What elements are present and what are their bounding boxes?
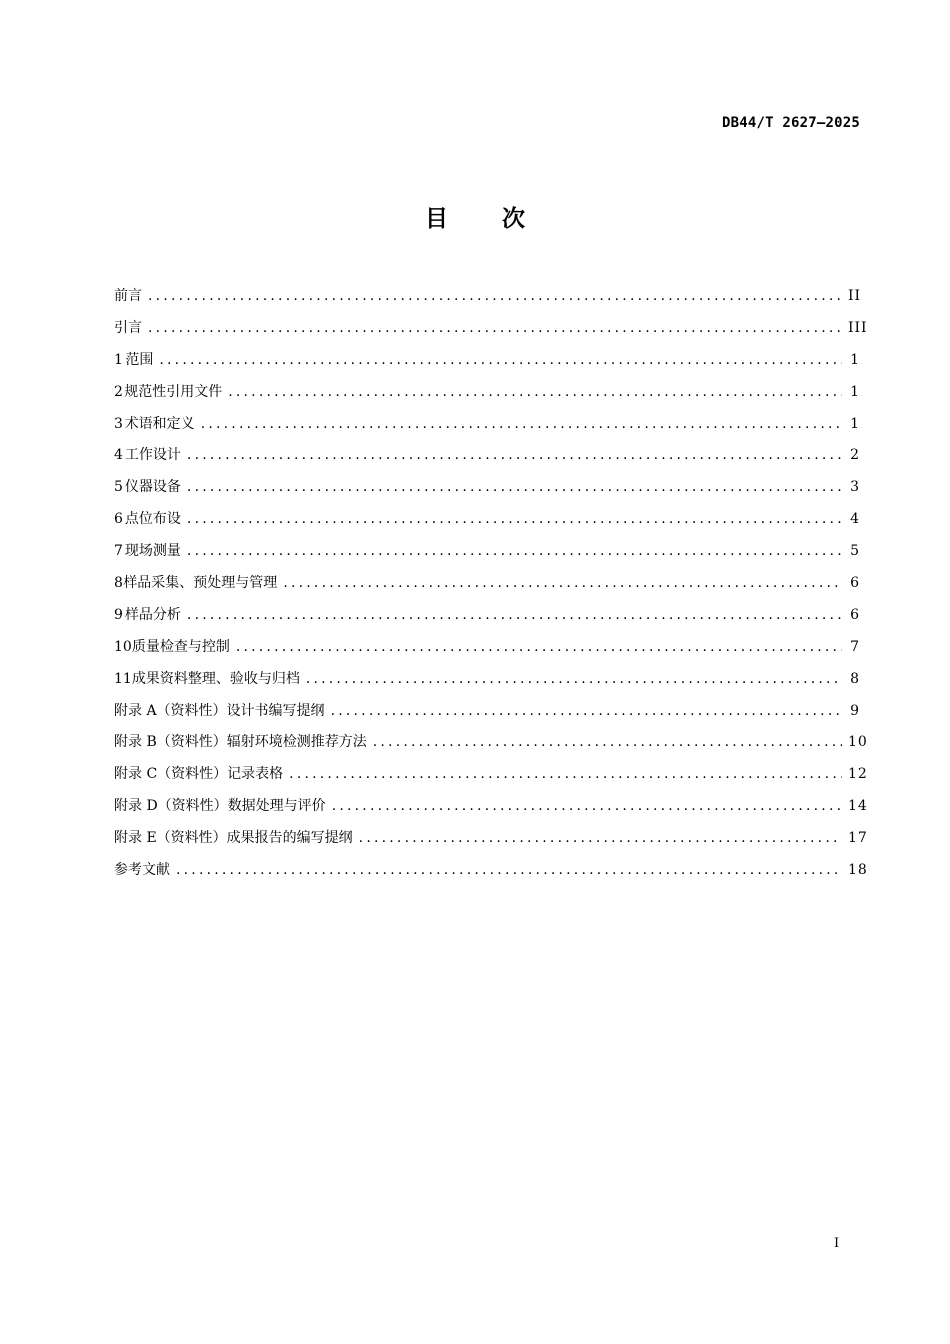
toc-entry-section-9[interactable] <box>114 604 860 636</box>
toc-entry-page: 2 <box>850 447 860 464</box>
toc-dot-leader <box>187 479 842 495</box>
toc-entry-page: III <box>848 319 868 336</box>
toc-entry-page: 7 <box>850 638 860 655</box>
toc-entry-bibliography[interactable] <box>114 859 868 891</box>
toc-dot-leader <box>283 575 842 591</box>
toc-dot-leader <box>228 384 842 400</box>
toc-entry-section-6[interactable] <box>114 508 860 540</box>
toc-entry-page: 14 <box>848 798 868 815</box>
toc-entry-title: 点位布设 <box>124 511 181 528</box>
toc-entry-section-1[interactable] <box>114 349 860 381</box>
toc-entry-title: 设计书编写提纲 <box>226 702 325 719</box>
toc-dot-leader <box>187 447 842 463</box>
toc-title <box>0 200 950 233</box>
toc-entry-number: 11 <box>114 670 132 687</box>
toc-entry-section-3[interactable] <box>114 413 860 445</box>
toc-entry-section-10[interactable] <box>114 636 860 668</box>
toc-entry-title: 辐射环境检测推荐方法 <box>226 734 367 751</box>
toc-entry-page: 12 <box>848 766 868 783</box>
page-folio: I <box>834 1236 840 1251</box>
toc-dot-leader <box>332 798 842 814</box>
toc-dot-leader <box>359 830 842 846</box>
toc-entry-annex-label: 附录 B（资料性） <box>114 734 227 751</box>
toc-entry-number: 8 <box>114 575 123 592</box>
toc-entry-number: 9 <box>114 606 123 623</box>
toc-dot-leader <box>289 766 842 782</box>
toc-dot-leader <box>148 288 842 304</box>
toc-entry-number: 2 <box>114 383 123 400</box>
toc-entry-annex-d[interactable] <box>114 795 868 827</box>
toc-entry-title: 现场测量 <box>124 543 181 560</box>
toc-entry-title: 仪器设备 <box>124 479 181 496</box>
toc-entry-annex-label: 附录 E（资料性） <box>114 830 227 847</box>
toc-entry-section-11[interactable] <box>114 668 860 700</box>
toc-dot-leader <box>187 543 842 559</box>
toc-entry-page: 5 <box>850 543 860 560</box>
toc-entry-number: 10 <box>114 638 132 655</box>
toc-entry-title: 样品分析 <box>124 606 181 623</box>
toc-entry-title: 术语和定义 <box>124 415 195 432</box>
toc-title-second-char: 次 <box>502 206 525 232</box>
toc-entry-annex-label: 附录 D（资料性） <box>114 798 228 815</box>
toc-entry-annex-c[interactable] <box>114 763 868 795</box>
toc-entry-title: 范围 <box>125 351 154 368</box>
toc-entry-page: 1 <box>850 351 860 368</box>
toc-entry-page: 6 <box>850 606 860 623</box>
toc-entry-page: 18 <box>848 862 868 879</box>
toc-entry-title: 工作设计 <box>124 447 181 464</box>
toc-title-first-char: 目 <box>425 206 448 232</box>
toc-entry-page: 1 <box>850 383 860 400</box>
toc-entry-title: 成果报告的编写提纲 <box>226 830 353 847</box>
toc-entry-page: 8 <box>850 670 860 687</box>
toc-entry-section-7[interactable] <box>114 540 860 572</box>
toc-entry-page: 10 <box>848 734 868 751</box>
toc-dot-leader <box>187 607 842 623</box>
toc-entry-number: 3 <box>114 415 123 432</box>
toc-entry-page: 6 <box>850 575 860 592</box>
toc-list <box>114 285 868 891</box>
toc-entry-number: 5 <box>114 479 123 496</box>
toc-dot-leader <box>373 734 842 750</box>
toc-entry-title: 样品采集、预处理与管理 <box>123 575 278 592</box>
toc-entry-section-8[interactable] <box>114 572 860 604</box>
document-code: DB44/T 2627—2025 <box>721 115 860 131</box>
toc-entry-annex-label: 附录 A（资料性） <box>114 702 227 719</box>
toc-entry-title: 前言 <box>114 288 142 304</box>
toc-entry-page: 17 <box>848 830 868 847</box>
toc-entry-introduction[interactable] <box>114 317 868 349</box>
toc-entry-title: 规范性引用文件 <box>124 383 223 400</box>
toc-entry-section-2[interactable] <box>114 381 860 413</box>
toc-entry-number: 4 <box>114 447 123 464</box>
toc-dot-leader <box>187 511 842 527</box>
toc-dot-leader <box>306 671 842 687</box>
toc-entry-number: 1 <box>114 351 123 368</box>
toc-dot-leader <box>176 862 842 878</box>
toc-entry-title: 数据处理与评价 <box>227 798 326 815</box>
toc-entry-annex-e[interactable] <box>114 827 868 859</box>
toc-entry-section-4[interactable] <box>114 444 860 476</box>
toc-entry-title: 记录表格 <box>227 766 284 783</box>
toc-dot-leader <box>236 639 842 655</box>
toc-entry-foreword[interactable] <box>114 285 860 317</box>
toc-entry-page: 3 <box>850 479 860 496</box>
toc-entry-page: 9 <box>850 702 860 719</box>
toc-entry-title: 质量检查与控制 <box>131 638 230 655</box>
toc-entry-annex-a[interactable] <box>114 700 860 732</box>
toc-entry-section-5[interactable] <box>114 476 860 508</box>
toc-entry-title: 引言 <box>114 319 142 336</box>
toc-entry-page: II <box>848 288 862 304</box>
toc-entry-page: 4 <box>850 511 860 528</box>
toc-entry-annex-b[interactable] <box>114 731 868 763</box>
toc-entry-annex-label: 附录 C（资料性） <box>114 766 228 783</box>
toc-dot-leader <box>159 352 842 368</box>
toc-entry-number: 6 <box>114 511 123 528</box>
toc-dot-leader <box>331 703 842 719</box>
toc-entry-title: 成果资料整理、验收与归档 <box>131 670 300 687</box>
toc-dot-leader <box>148 320 842 336</box>
toc-entry-number: 7 <box>114 543 123 560</box>
toc-entry-page: 1 <box>850 415 860 432</box>
toc-dot-leader <box>201 416 842 432</box>
toc-entry-title: 参考文献 <box>114 862 170 879</box>
